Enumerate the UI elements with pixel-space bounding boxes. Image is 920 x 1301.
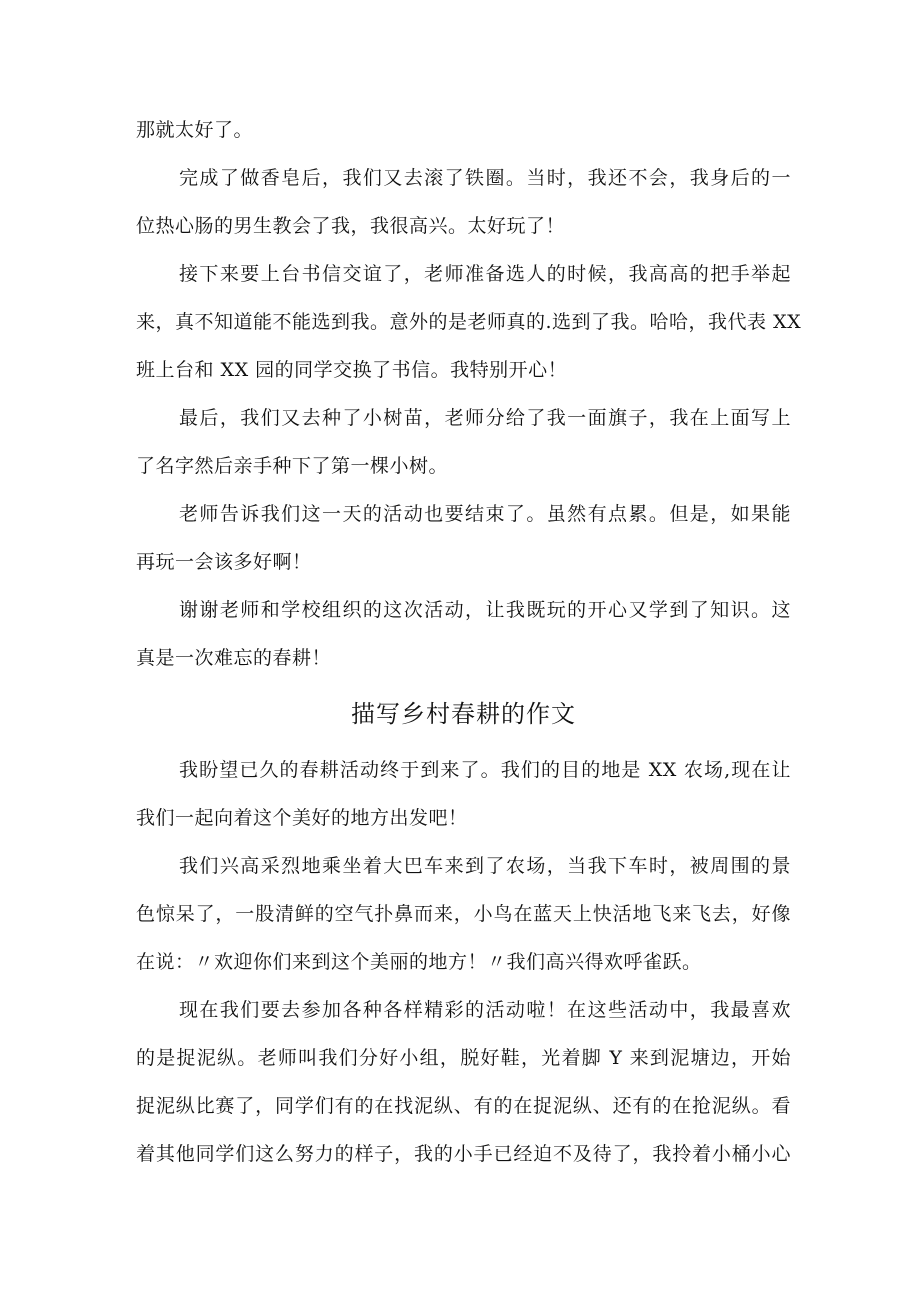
text-line: 我们一起向着这个美好的地方出发吧！	[136, 807, 468, 829]
essay-title: 描写乡村春耕的作文	[351, 700, 576, 728]
text-line: 在说：〃欢迎你们来到这个美丽的地方！〃我们高兴得欢呼雀跃。	[136, 951, 702, 973]
text-line: 最后，我们又去种了小树苗，老师分给了我一面旗子，我在上面写上	[179, 407, 791, 429]
text-line: 再玩一会该多好啊！	[136, 551, 312, 573]
paragraph	[136, 490, 791, 586]
document-page	[136, 106, 802, 1178]
text-line: 位热心肠的男生教会了我，我很高兴。太好玩了！	[136, 215, 566, 237]
paragraph	[136, 154, 791, 250]
paragraph	[136, 394, 791, 490]
text-line: 接下来要上台书信交谊了，老师准备选人的时候，我高高的把手举起	[179, 263, 791, 285]
text-line: 老师告诉我们这一天的活动也要结束了。虽然有点累。但是，如果能	[179, 503, 791, 525]
paragraph	[136, 842, 791, 986]
text-line: 完成了做香皂后，我们又去滚了铁圈。当时，我还不会，我身后的一	[179, 167, 791, 189]
text-line: 班上台和 XX 园的同学交换了书信。我特别开心！	[136, 359, 568, 381]
text-line: 谢谢老师和学校组织的这次活动，让我既玩的开心又学到了知识。这	[179, 599, 791, 621]
paragraph	[136, 986, 791, 1178]
text-line: 真是一次难忘的春耕！	[136, 647, 332, 669]
paragraph	[136, 746, 791, 842]
text-line: 来，真不知道能不能选到我。意外的是老师真的.选到了我。哈哈，我代表 XX	[136, 311, 802, 333]
text-line: 那就太好了。	[136, 119, 254, 141]
text-line: 了名字然后亲手种下了第一棵小树。	[136, 455, 449, 477]
text-line: 我们兴高采烈地乘坐着大巴车来到了农场，当我下车时，被周围的景	[179, 855, 791, 877]
paragraph	[136, 250, 802, 394]
paragraph	[136, 106, 791, 154]
text-line: 我盼望已久的春耕活动终于到来了。我们的目的地是 XX 农场,现在让	[179, 759, 791, 781]
text-line: 着其他同学们这么努力的样子，我的小手已经迫不及待了，我拎着小桶小心	[136, 1143, 791, 1165]
paragraph	[136, 586, 791, 682]
text-line: 色惊呆了，一股清鲜的空气扑鼻而来，小鸟在蓝天上快活地飞来飞去，好像	[136, 903, 791, 925]
text-line: 现在我们要去参加各种各样精彩的活动啦！在这些活动中，我最喜欢	[179, 999, 791, 1021]
text-line: 捉泥纵比赛了，同学们有的在找泥纵、有的在捉泥纵、还有的在抢泥纵。看	[136, 1095, 791, 1117]
text-line: 的是捉泥纵。老师叫我们分好小组，脱好鞋，光着脚 Y 来到泥塘边，开始	[136, 1047, 791, 1069]
